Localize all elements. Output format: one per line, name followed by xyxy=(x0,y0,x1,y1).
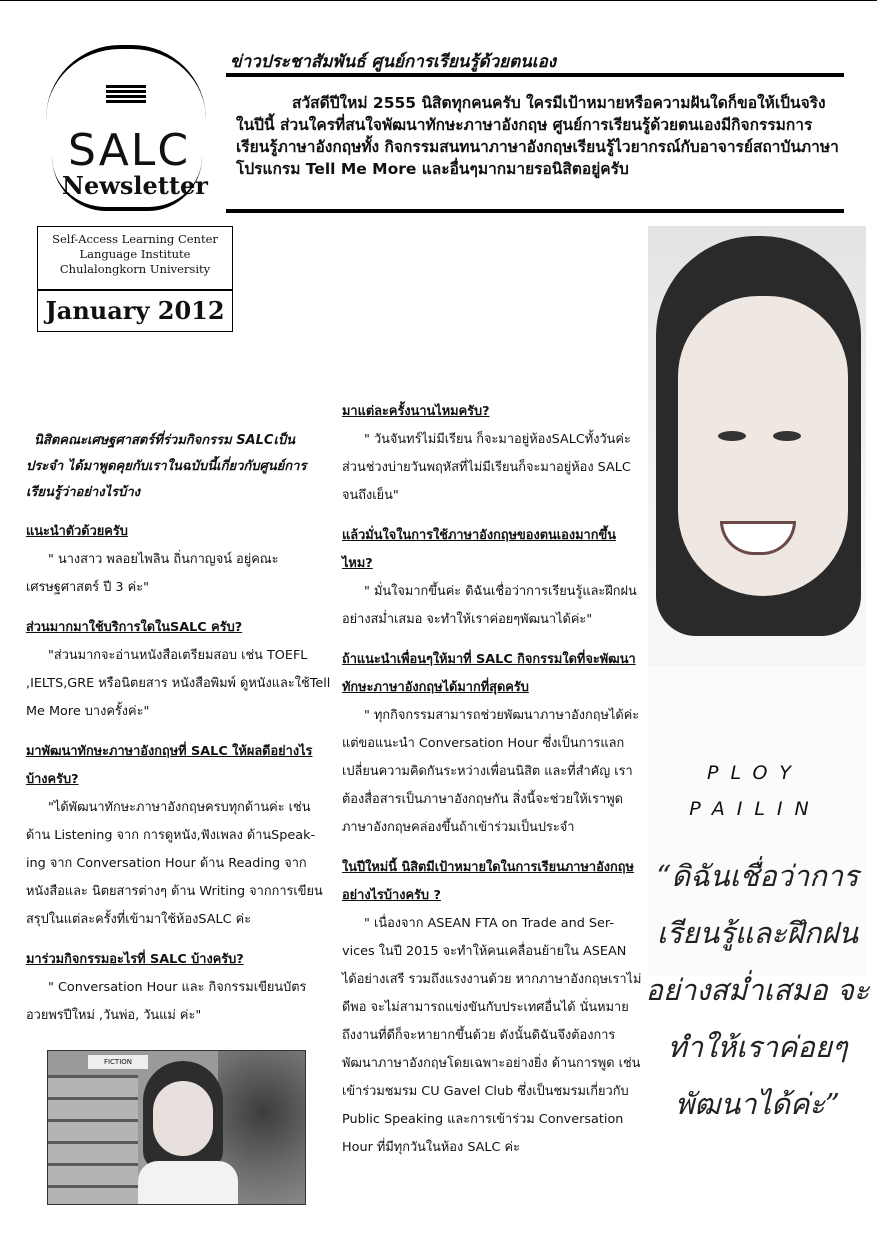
person-body xyxy=(138,1161,238,1204)
question: แนะนำตัวด้วยครับ xyxy=(26,524,128,539)
header-title: ข่าวประชาสัมพันธ์ ศูนย์การเรียนรู้ด้วยตนเอง xyxy=(230,52,557,72)
answer: " เนื่องจาก ASEAN FTA on Trade and Ser-vices ในปี 2015 จะทำให้คนเคลื่อนย้ายใน ASEAN ได้อย่างเสรี รวมถึงแรงงานด้วย หากภาษาอังกฤษเราไม่ดีพอ จะไม่สามารถแข่งขันกับประเทศอื่นได้ นั่นหมายถึงงานที่ดีก็จะหายากขึ้นด้วย ดังนั้นดิฉันจึงต้องการพัฒนาภาษาอังกฤษโดยเฉพาะอย่างยิ่ง ด้านการพูด เช่น เข้าร่วมชมรม CU Gavel Club ซึ่งเป็นชมรมเกี่ยวกับ Public Speaking และการเข้าร่วม Conversation Hour ที่มีทุกวันในห้อง SALC ค่ะ xyxy=(342,916,642,1155)
question: มาร่วมกิจกรรมอะไรที่ SALC บ้างครับ? xyxy=(26,952,244,967)
top-rule xyxy=(0,0,877,1)
question: มาแต่ละครั้งนานไหมครับ? xyxy=(342,404,490,419)
profile-last-name: PAILIN xyxy=(689,798,821,820)
answer: " วันจันทร์ไม่มีเรียน ก็จะมาอยู่ห้องSALCทั้งวันค่ะ ส่วนช่วงบ่ายวันพฤหัสที่ไม่มีเรียนก็จะมาอยู่ห้อง SALC จนถึงเย็น" xyxy=(342,432,631,503)
library-photo xyxy=(47,1050,306,1205)
question: มาพัฒนาทักษะภาษาอังกฤษที่ SALC ให้ผลดีอย่างไรบ้างครับ? xyxy=(26,744,313,787)
institution-box xyxy=(37,226,233,290)
answer: " นางสาว พลอยไพลิน ถิ่นกาญจน์ อยู่คณะเศรษฐศาสตร์ ปี 3 ค่ะ" xyxy=(26,552,279,595)
header-rule-top xyxy=(226,73,844,77)
logo-newsletter-word: Newsletter xyxy=(62,171,208,200)
person-face xyxy=(153,1081,213,1156)
answer: " Conversation Hour และ กิจกรรมเขียนบัตรอวยพรปีใหม่ ,วันพ่อ, วันแม่ ค่ะ" xyxy=(26,980,307,1023)
logo-salc-word: SALC xyxy=(67,125,191,176)
logo-arc-top xyxy=(46,45,206,119)
institution-line-2: Language Institute xyxy=(79,247,191,261)
logo-arc-bottom xyxy=(52,157,208,211)
logo-stripes-icon xyxy=(106,85,146,105)
bookshelf xyxy=(48,1075,138,1204)
interview-column-right xyxy=(342,398,642,1174)
header-body xyxy=(236,92,841,180)
answer: " มั่นใจมากขึ้นค่ะ ดิฉันเชื่อว่าการเรียนรู้และฝึกฝนอย่างสม่ำเสมอ จะทำให้เราค่อยๆพัฒนาได้ค่ะ" xyxy=(342,584,637,627)
interview-intro: นิสิตคณะเศษฐศาสตร์ที่ร่วมกิจกรรม SALCเป็นประจำ ได้มาพูดคุยกับเราในฉบับนี้เกี่ยวกับศูนย์การเรียนรู้ว่าอย่างไรบ้าง xyxy=(26,433,307,500)
header-paragraph: สวัสดีปีใหม่ 2555 นิสิตทุกคนครับ ใครมีเป้าหมายหรือความฝันใดก็ขอให้เป็นจริงในปีนี้ ส่วนใครที่สนใจพัฒนาทักษะภาษาอังกฤษ ศูนย์การเรียนรู้ด้วยตนเองมีกิจกรรมการเรียนรู้ภาษาอังกฤษทั้ง กิจกรรมสนทนาภาษาอังกฤษเรียนรู้ไวยากรณ์กับอาจารย์สถาบันภาษา โปรแกรม Tell Me More และอื่นๆมากมายรอนิสิตอยู่ครับ xyxy=(236,94,839,178)
issue-date: January 2012 xyxy=(37,290,233,332)
shelf-sign: FICTION xyxy=(88,1055,148,1069)
question: ถ้าแนะนำเพื่อนๆให้มาที่ SALC กิจกรรมใดที่จะพัฒนาทักษะภาษาอังกฤษได้มากที่สุดครับ xyxy=(342,652,636,695)
question: ในปีใหม่นี้ นิสิตมีเป้าหมายใดในการเรียนภาษาอังกฤษอย่างไรบ้างครับ ? xyxy=(342,860,634,903)
institution-line-3: Chulalongkorn University xyxy=(59,262,211,276)
portrait-eye xyxy=(773,431,801,441)
profile-first-name: PLOY xyxy=(706,762,804,784)
portrait-eye xyxy=(718,431,746,441)
interview-column-left xyxy=(26,518,331,1042)
answer: " ทุกกิจกรรมสามารถช่วยพัฒนาภาษาอังกฤษได้ค่ะ แต่ขอแนะนำ Conversation Hour ซึ่งเป็นการแลกเปลี่ยนความคิดกันระหว่างเพื่อนนิสิต และที่สำคัญ เราต้องสื่อสารเป็นภาษาอังกฤษกัน สิ่งนี้จะช่วยให้เราพูดภาษาอังกฤษคล่องขึ้นถ้าเข้าร่วมเป็นประจำ xyxy=(342,708,640,835)
answer: "ได้พัฒนาทักษะภาษาอังกฤษครบทุกด้านค่ะ เช่น ด้าน Listening จาก การดูหนัง,ฟังเพลง ด้านSpeak-ing จาก Conversation Hour ด้าน Reading จากหนังสือและ นิตยสารต่างๆ ด้าน Writing จากการเขียนสรุปในแต่ละครั้งที่เข้ามาใช้ห้องSALC ค่ะ xyxy=(26,800,323,927)
salc-newsletter-logo xyxy=(40,45,215,215)
question: แล้วมั่นใจในการใช้ภาษาอังกฤษของตนเองมากขึ้นไหม? xyxy=(342,528,616,571)
answer: "ส่วนมากจะอ่านหนังสือเตรียมสอบ เช่น TOEFL ,IELTS,GRE หรือนิตยสาร หนังสือพิมพ์ ดูหนังและใช้Tell Me More บางครั้งค่ะ" xyxy=(26,648,331,719)
question: ส่วนมากมาใช้บริการใดในSALC ครับ? xyxy=(26,620,243,635)
profile-quote: “ดิฉันเชื่อว่าการเรียนรู้และฝึกฝนอย่างสม่ำเสมอ จะทำให้เราค่อยๆ พัฒนาได้ค่ะ” xyxy=(645,859,870,1121)
institution-line-1: Self-Access Learning Center xyxy=(52,232,218,246)
header-rule-bottom xyxy=(226,209,844,213)
